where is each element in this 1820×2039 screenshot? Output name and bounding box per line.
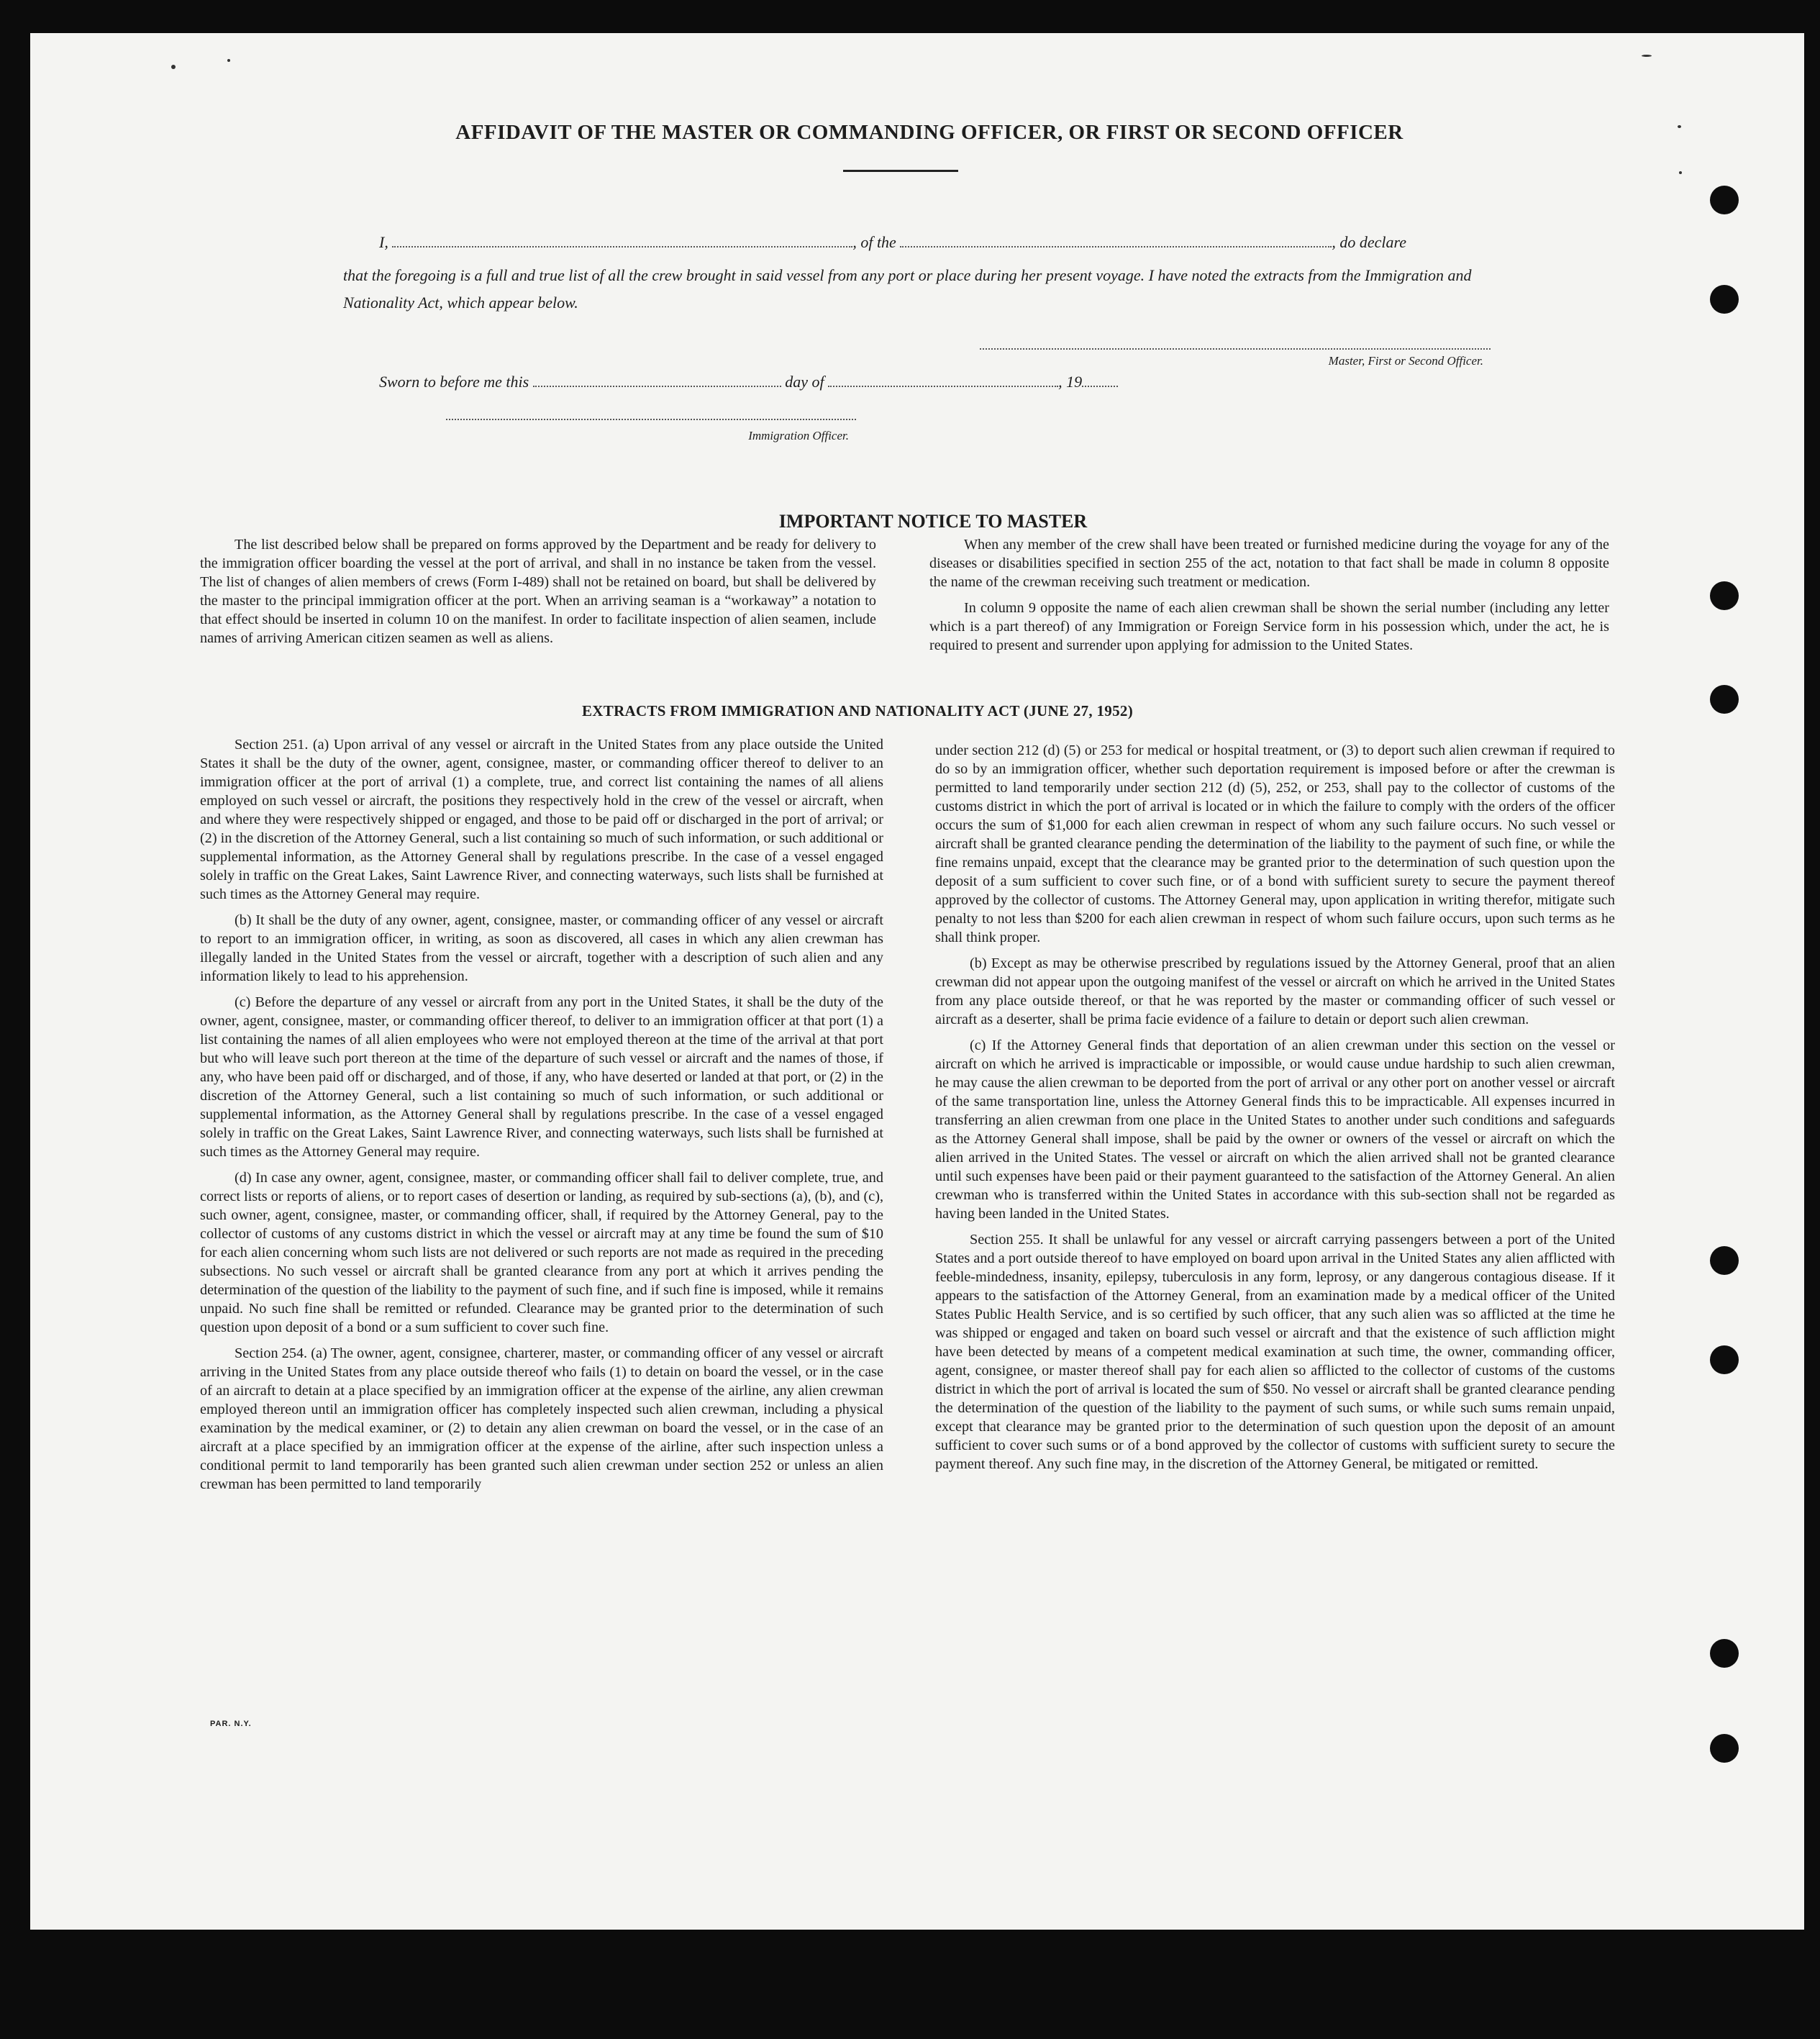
act-left-column bbox=[200, 735, 883, 1501]
scan-speck bbox=[1679, 171, 1682, 174]
notice-title: IMPORTANT NOTICE TO MASTER bbox=[778, 511, 1088, 532]
sworn-day-blank bbox=[533, 374, 781, 387]
notice-paragraph: In column 9 opposite the name of each alien crewman shall be shown the serial number (including any letter which is a part thereof) of any Immigration or Foreign Service form in his possession which, under the act, he is required to present and surrender upon applying for admission to the United States. bbox=[929, 600, 1609, 653]
act-paragraph: Section 254. (a) The owner, agent, consignee, charterer, master, or commanding officer of any vessel or aircraft arriving in the United States from any place outside thereof who fails (1) to detain on board the vessel, or in the case of an aircraft to detain at a place specified by an immigration officer at the expense of the airline, any alien crewman employed thereon until an immigration officer has completely inspected such alien crewman, including a physical examination by the medical examiner, or (2) to detain any alien crewman on board the vessel, or in the case of an aircraft at a place specified by an immigration officer at the expense of the airline, after such inspection unless a conditional permit to land temporarily has been granted such alien crewman under section 252 or unless an alien crewman has been permitted to land temporarily bbox=[200, 1345, 883, 1492]
declaration-line bbox=[379, 233, 1491, 252]
immigration-officer-line bbox=[446, 419, 856, 420]
punch-hole bbox=[1710, 1345, 1739, 1374]
notice-right-column bbox=[929, 535, 1609, 662]
signature-label: Master, First or Second Officer. bbox=[1328, 354, 1483, 368]
scan-speck bbox=[227, 59, 230, 62]
act-paragraph: (b) Except as may be otherwise prescribed by regulations issued by the Attorney General, proof that an alien crewman did not appear upon the outgoing manifest of the vessel or aircraft on which he arrived in the United States from any place outside thereof, or that he was reported by the master or commanding officer of such vessel or aircraft as a deserter, shall be prima facie evidence of a failure to detain or deport such alien crewman. bbox=[935, 955, 1615, 1027]
affidavit-title: AFFIDAVIT OF THE MASTER OR COMMANDING OFFICER, OR FIRST OR SECOND OFFICER bbox=[455, 121, 1403, 144]
vessel-blank bbox=[900, 235, 1332, 248]
sworn-line bbox=[379, 373, 1242, 391]
act-paragraph: Section 255. It shall be unlawful for any vessel or aircraft carrying passengers between a port of the United States and a port outside thereof to have employed on board upon arrival in the United States any alien afflicted with feeble-mindedness, insanity, epilepsy, tuberculosis in any form, leprosy, or any dangerous contagious disease. If it appears to the satisfaction of the Attorney General, from an examination made by a medical officer of the United States Public Health Service, and is so certified by such officer, that any such alien was so afflicted at the time he was shipped or engaged and taken on board such vessel or aircraft and that the existence of such affliction might have been detected by means of a competent medical examination at such time, the owner, commanding officer, agent, consignee, or master thereof shall pay for each alien so afflicted to the collector of customs of the customs district in which the port of arrival is located the sum of $50. No vessel or aircraft shall be granted clearance pending the determination of the question of the liability to the payment of such sums, or while such sums remain unpaid, except that clearance may be granted prior to the determination of such question upon the deposit of an amount sufficient to cover such sums or of a bond approved by the collector of customs with sufficient surety to secure the payment thereof. Any such fine may, in the discretion of the Attorney General, be mitigated or remitted. bbox=[935, 1232, 1615, 1472]
punch-hole bbox=[1710, 1734, 1739, 1763]
punch-hole bbox=[1710, 581, 1739, 610]
act-paragraph: (c) Before the departure of any vessel or aircraft from any port in the United States, it shall be the duty of the owner, agent, consignee, master, or commanding officer thereof, to deliver to an immigration officer at that port (1) a list containing the names of all alien employees who were not employed thereon at the time of the arrival at that port but who will leave such port thereon at the time of the departure of such vessel or aircraft and the names of those, if any, who have been paid off or discharged, and of those, if any, who have deserted or landed at that port, or (2) in the discretion of the Attorney General, such a list containing so much of such information, or such additional or supplemental information, as the Attorney General shall by regulations prescribe. In the case of a vessel engaged solely in traffic on the Great Lakes, Saint Lawrence River, and connecting waterways, such lists shall be furnished at such times as the Attorney General may require. bbox=[200, 994, 883, 1160]
title-rule bbox=[843, 170, 958, 172]
act-right-column bbox=[935, 741, 1615, 1481]
sworn-year: , 19 bbox=[1058, 373, 1083, 391]
act-paragraph: (c) If the Attorney General finds that deportation of an alien crewman under this section on the vessel or aircraft on which he arrived is impracticable or impossible, or would cause undue hardship to such alien crewman, he may cause the alien crewman to be deported from the port of arrival or any other port on another vessel or aircraft of the same transportation line, unless the Attorney General finds this to be impracticable. All expenses incurred in transferring an alien crewman from one place in the United States to another under such conditions and safeguards as the Attorney General shall impose, shall be paid by the owner or owners of the vessel or aircraft on which the alien arrived in the United States. The vessel or aircraft on which the alien arrived shall not be granted clearance until such expenses have been paid or their payment guaranteed to the satisfaction of the Attorney General. An alien crewman who is transferred within the United States in accordance with this sub-section shall not be regarded as having been landed in the United States. bbox=[935, 1037, 1615, 1222]
sworn-prefix: Sworn to before me this bbox=[379, 373, 529, 391]
act-paragraph: (d) In case any owner, agent, consignee, master, or commanding officer shall fail to deliver complete, true, and correct lists or reports of aliens, or to report cases of desertion or landing, as required by sub-sections (a), (b), and (c), such owner, agent, consignee, master, or commanding officer, shall, if required by the Attorney General, pay to the collector of customs of any customs district in which the vessel or aircraft may at any time be found the sum of $10 for each alien concerning whom such lists are not delivered or such reports are not made as required in the preceding subsections. No such vessel or aircraft shall be granted clearance from any port at which it arrives pending the determination of the question of the liability to the payment of such fine, and if such fine is imposed, while it remains unpaid. No such fine shall be remitted or refunded. Clearance may be granted prior to the determination of such question upon deposit of a bond or a sum sufficient to cover such fine. bbox=[200, 1170, 883, 1335]
declaration-do-declare: , do declare bbox=[1332, 233, 1406, 251]
sworn-month-blank bbox=[828, 374, 1058, 387]
sworn-day-of: day of bbox=[785, 373, 824, 391]
signature-line bbox=[980, 348, 1491, 350]
punch-hole bbox=[1710, 1246, 1739, 1275]
act-paragraph: under section 212 (d) (5) or 253 for medical or hospital treatment, or (3) to deport such alien crewman if required to do so by an immigration officer, whether such deportation requirement is imposed before or after the crewman is permitted to land temporarily under section 212 (d) (5), 252, or 253, shall pay to the collector of customs of the customs district in which the port of arrival is located or in which the failure to comply with the orders of the officer occurs the sum of $1,000 for each alien crewman in respect of whom any such failure occurs. No such vessel or aircraft shall be granted clearance pending the determination of the liability to the payment of such fine, or while the fine remains unpaid, except that the clearance may be granted prior to the determination of such question upon the deposit of a sum sufficient to cover such fine, or of a bond with sufficient surety to secure the payment thereof approved by the collector of customs. The Attorney General may, upon application in writing therefor, mitigate such penalty to not less than $200 for each alien crewman in respect of whom such failure occurs, upon such terms as he shall think proper. bbox=[935, 743, 1615, 945]
act-paragraph: Section 251. (a) Upon arrival of any vessel or aircraft in the United States from any place outside the United States it shall be the duty of the owner, agent, consignee, master, or commanding officer thereof to deliver to an immigration officer at the port of arrival (1) a complete, true, and correct list containing the names of all aliens employed on such vessel or aircraft, the positions they respectively hold in the crew of the vessel or aircraft, when and where they were respectively shipped or engaged, and those to be paid off or discharged in the port of arrival; or (2) in the discretion of the Attorney General, such a list containing so much of such information, or such additional or supplemental information, as the Attorney General shall by regulations prescribe. In the case of a vessel engaged solely in traffic on the Great Lakes, Saint Lawrence River, and connecting waterways, such lists shall be furnished at such times as the Attorney General may require. bbox=[200, 737, 883, 902]
scan-speck bbox=[1642, 55, 1652, 57]
declaration-i: I, bbox=[379, 233, 388, 251]
name-blank bbox=[392, 235, 852, 248]
punch-hole bbox=[1710, 1639, 1739, 1668]
notice-left-column bbox=[200, 535, 876, 655]
notice-paragraph: When any member of the crew shall have been treated or furnished medicine during the voyage for any of the diseases or disabilities specified in section 255 of the act, notation to that fact shall be made in column 8 opposite the name of the crewman receiving such treatment or medication. bbox=[929, 537, 1609, 590]
declaration-of-the: , of the bbox=[852, 233, 896, 251]
punch-hole bbox=[1710, 285, 1739, 314]
notice-paragraph: The list described below shall be prepared on forms approved by the Department and be ready for delivery to the immigration officer boarding the vessel at the port of arrival, and shall in no instance be taken from the vessel. The list of changes of alien members of crews (Form I-489) shall not be retained on board, but shall be delivered by the master to the principal immigration officer at the port. When an arriving seaman is a “workaway” a notation to that effect should be inserted in column 10 on the manifest. In order to facilitate inspection of alien seamen, include names of arriving American citizen seamen as well as aliens. bbox=[200, 537, 876, 646]
punch-hole bbox=[1710, 186, 1739, 214]
scan-speck bbox=[1678, 125, 1681, 128]
footer-code: PAR. N.Y. bbox=[210, 1720, 252, 1728]
act-paragraph: (b) It shall be the duty of any owner, agent, consignee, master, or commanding officer of any vessel or aircraft to report to an immigration officer, in writing, as soon as discovered, all cases in which any alien crewman has illegally landed in the United States from the vessel or aircraft, together with a description of such alien and any information likely to lead to his apprehension. bbox=[200, 912, 883, 984]
immigration-officer-label: Immigration Officer. bbox=[748, 429, 849, 442]
extracts-title: EXTRACTS FROM IMMIGRATION AND NATIONALITY ACT (JUNE 27, 1952) bbox=[582, 702, 1133, 719]
document-page bbox=[30, 33, 1804, 1930]
punch-hole bbox=[1710, 685, 1739, 714]
declaration-text: that the foregoing is a full and true list of all the crew brought in said vessel from any port or place during her present voyage. I have noted the extracts from the Immigration and Nationality Act, which appear below. bbox=[343, 266, 1472, 312]
scan-speck bbox=[171, 65, 176, 69]
sworn-year-blank bbox=[1082, 374, 1118, 387]
